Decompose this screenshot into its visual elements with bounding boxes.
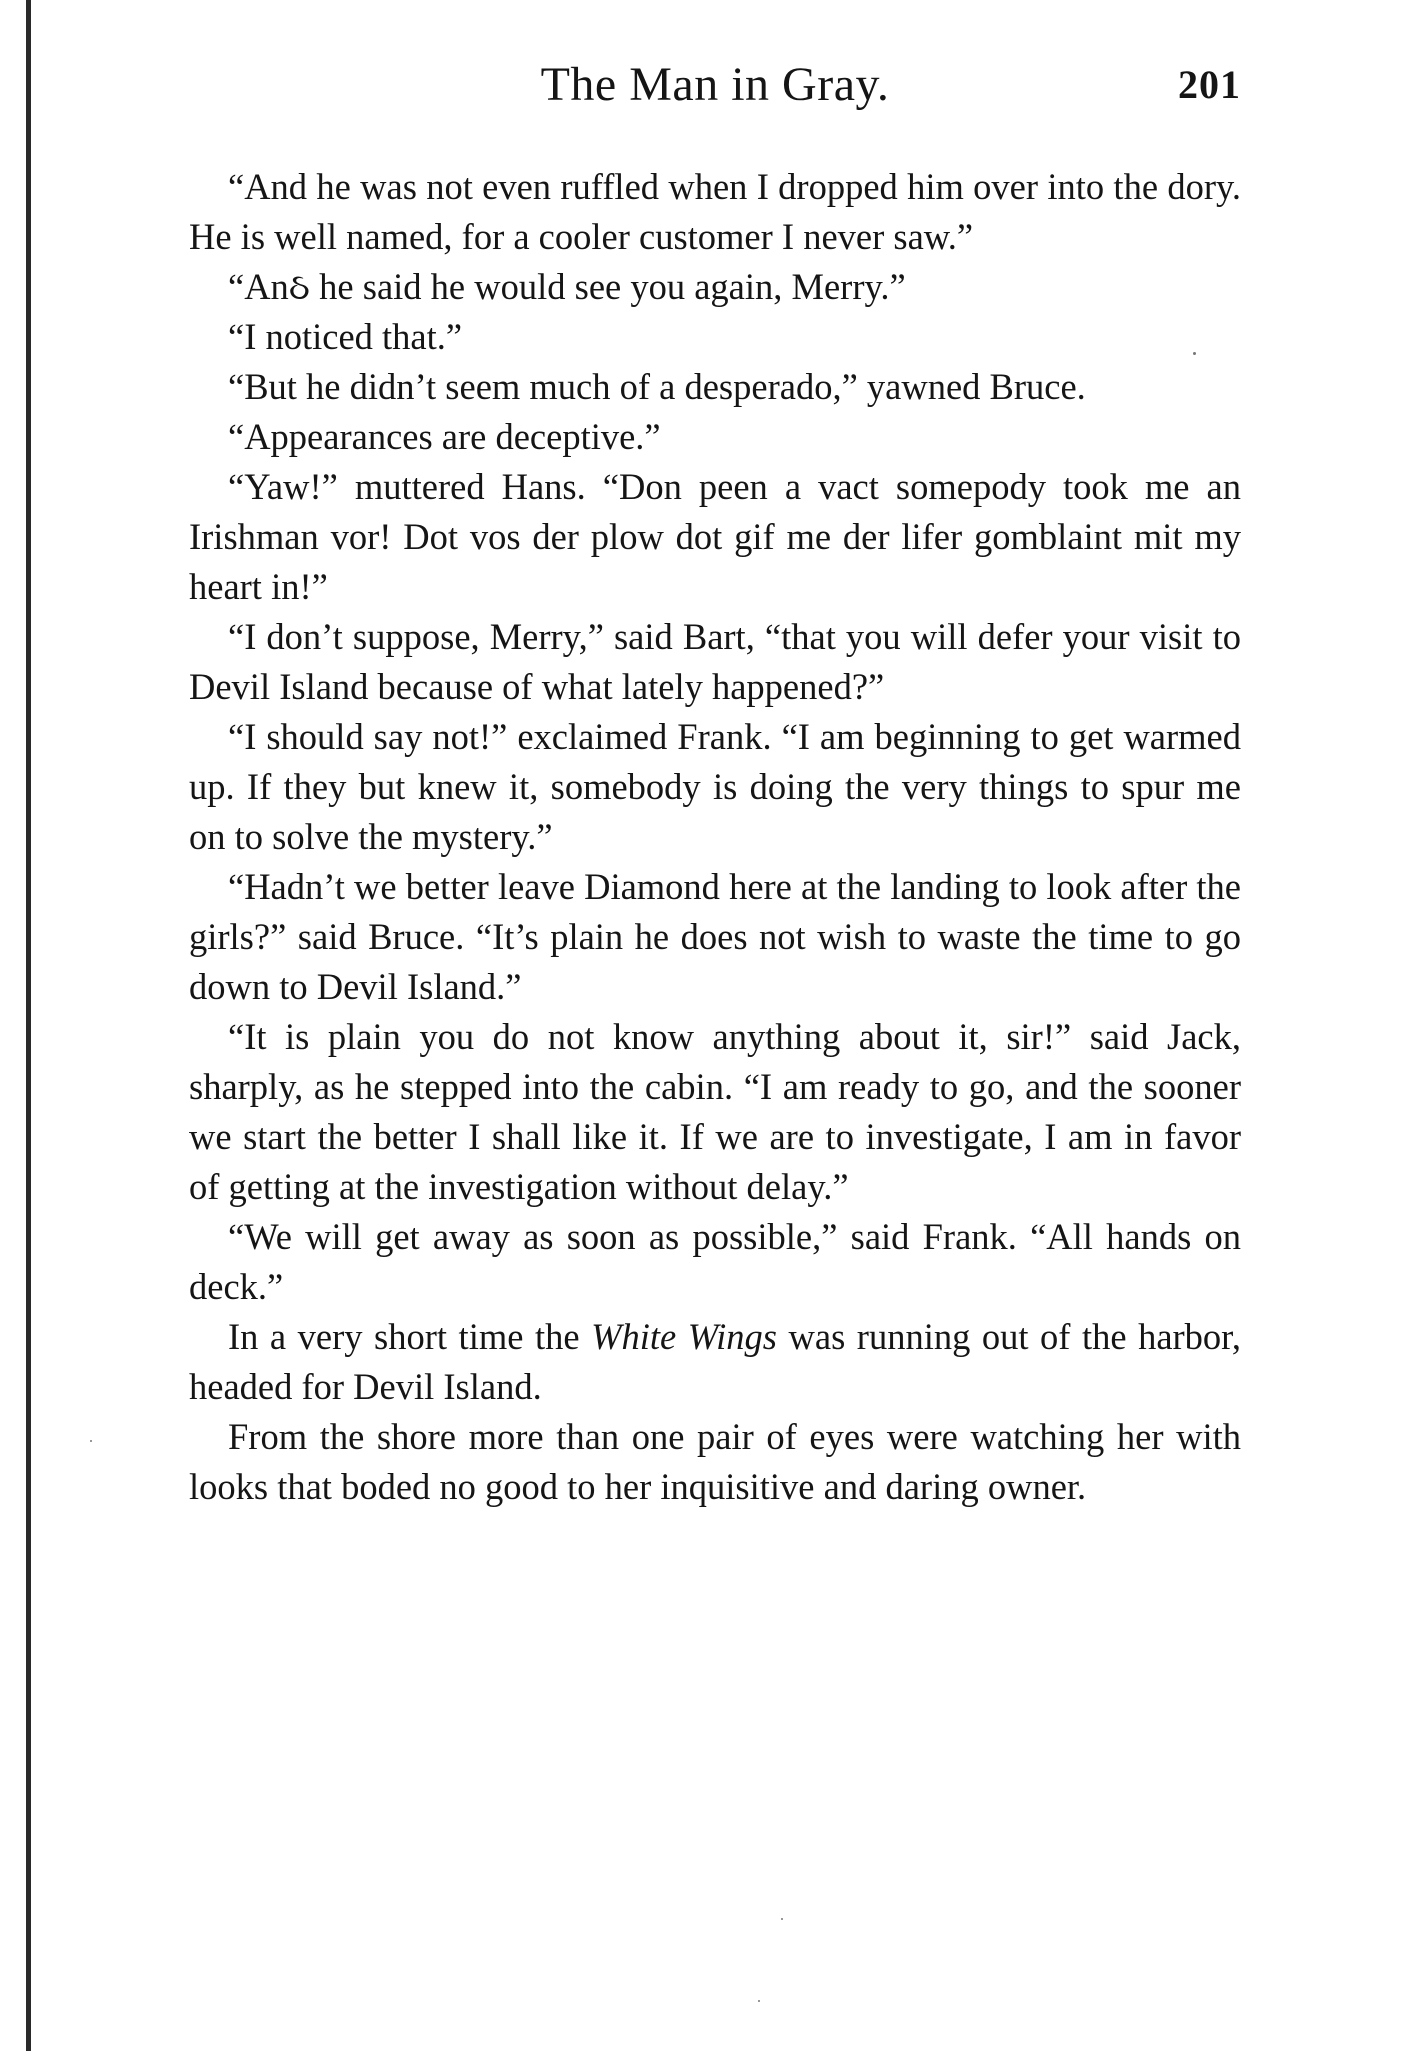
- paragraph: [189, 1312, 1241, 1412]
- scan-speck: [90, 1440, 92, 1442]
- paragraph-text: was running out of the harbor, headed for Devil Island.: [189, 1316, 1241, 1407]
- scan-speck: [758, 2000, 760, 2002]
- paragraph: “I should say not!” exclaimed Frank. “I am beginning to get warmed up. If they but knew it, somebody is doing the very things to spur me on to solve the mystery.”: [189, 716, 1241, 857]
- body-text: [189, 162, 1241, 1512]
- paragraph-text: In a very short time the: [228, 1316, 592, 1357]
- paragraph: “We will get away as soon as possible,” said Frank. “All hands on deck.”: [189, 1216, 1241, 1307]
- scan-speck: [1193, 352, 1196, 355]
- paragraph: “Anઠ he said he would see you again, Merry.”: [228, 266, 906, 307]
- paragraph: “But he didn’t seem much of a desperado,” yawned Bruce.: [228, 366, 1086, 407]
- ship-name: White Wings: [591, 1316, 777, 1357]
- page-number: 201: [1178, 62, 1241, 107]
- paragraph: “Hadn’t we better leave Diamond here at the landing to look after the girls?” said Bruce. “It’s plain he does not wish to waste the time to go down to Devil Island.”: [189, 866, 1241, 1007]
- paragraph: “It is plain you do not know anything about it, sir!” said Jack, sharply, as he stepped into the cabin. “I am ready to go, and the sooner we start the better I shall like it. If we are to investigate, I am in favor of getting at the investigation without delay.”: [189, 1016, 1241, 1207]
- running-title: The Man in Gray.: [540, 58, 890, 111]
- paragraph: “And he was not even ruffled when I dropped him over into the dory. He is well named, for a cooler customer I never saw.”: [189, 166, 1241, 257]
- paragraph: “I don’t suppose, Merry,” said Bart, “that you will defer your visit to Devil Island because of what lately happened?”: [189, 616, 1241, 707]
- binding-edge-line: [26, 0, 31, 2051]
- paragraph: “I noticed that.”: [228, 316, 463, 357]
- paragraph: From the shore more than one pair of eyes were watching her with looks that boded no good to her inquisitive and daring owner.: [189, 1416, 1241, 1507]
- paragraph: “Yaw!” muttered Hans. “Don peen a vact somepody took me an Irishman vor! Dot vos der plow dot gif me der lifer gomblaint mit my heart in!”: [189, 466, 1241, 607]
- scan-speck: [781, 1918, 783, 1920]
- paragraph: “Appearances are deceptive.”: [228, 416, 661, 457]
- running-head: [189, 54, 1241, 116]
